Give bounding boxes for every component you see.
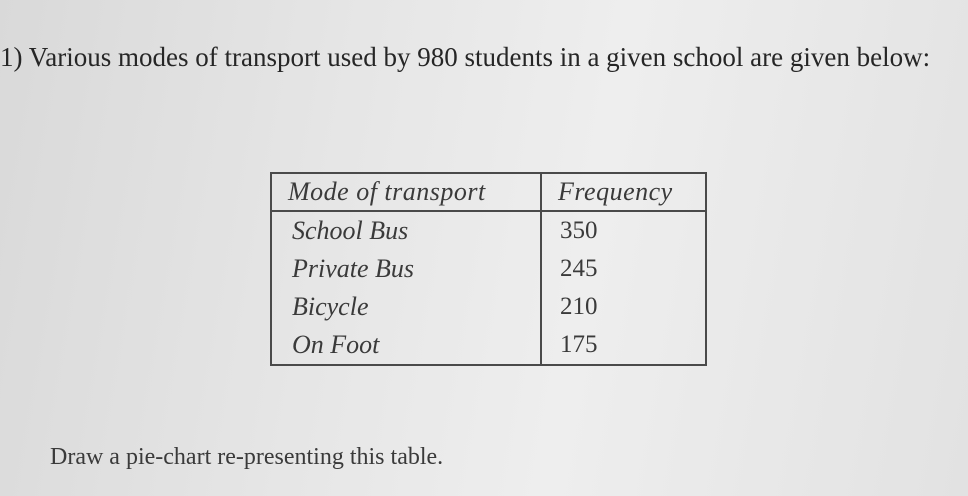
- header-frequency: Frequency: [541, 173, 706, 211]
- frequency-cell: 350: [541, 211, 706, 250]
- frequency-cell: 210: [541, 288, 706, 326]
- table-row: [271, 211, 706, 250]
- table-row: [271, 250, 706, 288]
- mode-cell: Private Bus: [271, 250, 541, 288]
- table-header-row: [271, 173, 706, 211]
- mode-cell: Bicycle: [271, 288, 541, 326]
- question-text: 1) Various modes of transport used by 980 students in a given school are given below:: [0, 42, 931, 72]
- frequency-cell: 245: [541, 250, 706, 288]
- transport-table: [270, 172, 707, 366]
- table-row: [271, 326, 706, 365]
- mode-cell: School Bus: [271, 211, 541, 250]
- transport-table-container: [270, 172, 707, 366]
- mode-cell: On Foot: [271, 326, 541, 365]
- frequency-cell: 175: [541, 326, 706, 365]
- instruction-text: Draw a pie-chart re-presenting this table.: [50, 444, 444, 470]
- header-mode-of-transport: Mode of transport: [271, 173, 541, 211]
- table-row: [271, 288, 706, 326]
